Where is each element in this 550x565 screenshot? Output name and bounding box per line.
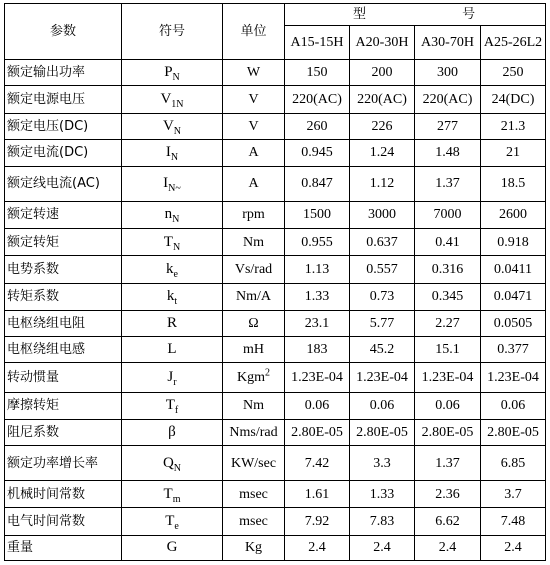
param-name: 额定电源电压 bbox=[5, 86, 122, 113]
value-cell: 2.80E-05 bbox=[350, 420, 415, 446]
symbol-cell bbox=[122, 310, 223, 336]
value-cell: 220(AC) bbox=[285, 86, 350, 113]
unit-text: A bbox=[248, 176, 259, 192]
unit-superscript: 2 bbox=[265, 367, 270, 379]
value-cell: 0.955 bbox=[285, 229, 350, 256]
value-cell: 2.4 bbox=[285, 535, 350, 560]
value-cell: 0.377 bbox=[481, 337, 546, 363]
spec-table-body bbox=[5, 60, 546, 561]
value-cell: 2.80E-05 bbox=[285, 420, 350, 446]
value-cell: 2.27 bbox=[415, 310, 481, 336]
unit-text: Nm bbox=[243, 234, 264, 250]
table-row bbox=[5, 481, 546, 508]
param-name: 转矩系数 bbox=[5, 283, 122, 310]
symbol-cell bbox=[122, 256, 223, 283]
unit-text: A bbox=[248, 145, 259, 161]
table-row bbox=[5, 139, 546, 166]
unit-text: mH bbox=[243, 342, 264, 358]
table-row bbox=[5, 201, 546, 228]
value-cell: 1.12 bbox=[350, 167, 415, 202]
value-cell: 183 bbox=[285, 337, 350, 363]
symbol-subscript: m bbox=[172, 493, 181, 505]
table-row bbox=[5, 310, 546, 336]
value-cell: 2.80E-05 bbox=[481, 420, 546, 446]
value-cell: 200 bbox=[350, 60, 415, 86]
table-row bbox=[5, 229, 546, 256]
symbol-main: I bbox=[163, 175, 169, 192]
symbol-main: T bbox=[165, 397, 175, 414]
symbol-cell bbox=[122, 86, 223, 113]
param-name: 电势系数 bbox=[5, 256, 122, 283]
symbol-main: L bbox=[167, 341, 177, 358]
unit-cell bbox=[223, 420, 285, 446]
table-row bbox=[5, 535, 546, 560]
param-name: 额定转速 bbox=[5, 201, 122, 228]
param-name: 额定输出功率 bbox=[5, 60, 122, 86]
unit-text: Nm/A bbox=[236, 289, 271, 305]
param-name: 额定电流(DC) bbox=[5, 139, 122, 166]
value-cell: 6.62 bbox=[415, 508, 481, 535]
value-cell: 18.5 bbox=[481, 167, 546, 202]
symbol-main: J bbox=[167, 369, 174, 386]
symbol-subscript: 1N bbox=[171, 98, 184, 110]
unit-text: msec bbox=[239, 513, 268, 529]
value-cell: 0.73 bbox=[350, 283, 415, 310]
value-cell: 0.0411 bbox=[481, 256, 546, 283]
table-row bbox=[5, 337, 546, 363]
value-cell: 1500 bbox=[285, 201, 350, 228]
value-cell: 5.77 bbox=[350, 310, 415, 336]
table-row bbox=[5, 420, 546, 446]
value-cell: 0.0471 bbox=[481, 283, 546, 310]
symbol-cell bbox=[122, 481, 223, 508]
value-cell: 1.23E-04 bbox=[415, 363, 481, 392]
unit-cell bbox=[223, 446, 285, 481]
symbol-main: β bbox=[168, 424, 176, 441]
symbol-main: P bbox=[164, 64, 173, 81]
value-cell: 3.3 bbox=[350, 446, 415, 481]
value-cell: 226 bbox=[350, 113, 415, 139]
value-cell: 1.37 bbox=[415, 446, 481, 481]
symbol-main: T bbox=[163, 233, 173, 250]
symbol-cell bbox=[122, 508, 223, 535]
value-cell: 45.2 bbox=[350, 337, 415, 363]
value-cell: 220(AC) bbox=[350, 86, 415, 113]
symbol-subscript: N bbox=[172, 71, 180, 83]
param-name: 阻尼系数 bbox=[5, 420, 122, 446]
value-cell: 1.48 bbox=[415, 139, 481, 166]
value-cell: 277 bbox=[415, 113, 481, 139]
value-cell: 0.06 bbox=[481, 392, 546, 419]
table-row bbox=[5, 167, 546, 202]
param-name: 额定转矩 bbox=[5, 229, 122, 256]
symbol-main: V bbox=[160, 90, 172, 107]
header-param: 参数 bbox=[5, 4, 122, 60]
symbol-cell bbox=[122, 420, 223, 446]
value-cell: 7.83 bbox=[350, 508, 415, 535]
value-cell: 0.847 bbox=[285, 167, 350, 202]
symbol-subscript: r bbox=[173, 376, 177, 388]
value-cell: 21 bbox=[481, 139, 546, 166]
value-cell: 1.33 bbox=[350, 481, 415, 508]
symbol-main: Q bbox=[162, 454, 174, 471]
value-cell: 2.36 bbox=[415, 481, 481, 508]
unit-cell bbox=[223, 283, 285, 310]
symbol-main: k bbox=[166, 288, 175, 305]
value-cell: 0.945 bbox=[285, 139, 350, 166]
unit-text: Vs/rad bbox=[234, 261, 273, 277]
symbol-subscript: N bbox=[173, 462, 182, 474]
unit-text: V bbox=[248, 118, 259, 134]
symbol-cell bbox=[122, 139, 223, 166]
value-cell: 2.80E-05 bbox=[415, 420, 481, 446]
param-name: 额定功率增长率 bbox=[5, 446, 122, 481]
param-name: 额定电压(DC) bbox=[5, 113, 122, 139]
value-cell: 1.23E-04 bbox=[285, 363, 350, 392]
value-cell: 2.4 bbox=[415, 535, 481, 560]
value-cell: 2.4 bbox=[350, 535, 415, 560]
symbol-subscript: e bbox=[173, 268, 178, 280]
symbol-main: T bbox=[165, 512, 175, 529]
param-name: 电枢绕组电阻 bbox=[5, 310, 122, 336]
value-cell: 3000 bbox=[350, 201, 415, 228]
value-cell: 1.23E-04 bbox=[350, 363, 415, 392]
table-row bbox=[5, 392, 546, 419]
param-name: 转动惯量 bbox=[5, 363, 122, 392]
value-cell: 1.24 bbox=[350, 139, 415, 166]
table-row bbox=[5, 113, 546, 139]
motor-spec-table bbox=[4, 3, 546, 561]
value-cell: 21.3 bbox=[481, 113, 546, 139]
header-symbol: 符号 bbox=[122, 4, 223, 60]
unit-cell bbox=[223, 113, 285, 139]
header-model-3: A30-70H bbox=[415, 26, 481, 60]
value-cell: 0.06 bbox=[285, 392, 350, 419]
unit-text: V bbox=[248, 91, 259, 107]
unit-text: W bbox=[246, 65, 261, 81]
header-model: 型 号 bbox=[285, 4, 546, 26]
table-row bbox=[5, 363, 546, 392]
unit-cell bbox=[223, 481, 285, 508]
value-cell: 1.33 bbox=[285, 283, 350, 310]
value-cell: 24(DC) bbox=[481, 86, 546, 113]
value-cell: 300 bbox=[415, 60, 481, 86]
unit-cell bbox=[223, 337, 285, 363]
value-cell: 7.48 bbox=[481, 508, 546, 535]
table-row bbox=[5, 283, 546, 310]
table-row bbox=[5, 256, 546, 283]
value-cell: 0.41 bbox=[415, 229, 481, 256]
unit-cell bbox=[223, 167, 285, 202]
value-cell: 250 bbox=[481, 60, 546, 86]
header-unit: 单位 bbox=[223, 4, 285, 60]
symbol-cell bbox=[122, 363, 223, 392]
unit-cell bbox=[223, 535, 285, 560]
value-cell: 7000 bbox=[415, 201, 481, 228]
symbol-subscript: N bbox=[173, 125, 182, 137]
value-cell: 220(AC) bbox=[415, 86, 481, 113]
value-cell: 1.23E-04 bbox=[481, 363, 546, 392]
value-cell: 0.06 bbox=[415, 392, 481, 419]
symbol-subscript: N bbox=[170, 152, 179, 164]
value-cell: 0.0505 bbox=[481, 310, 546, 336]
symbol-subscript: t bbox=[174, 296, 178, 308]
param-name: 电枢绕组电感 bbox=[5, 337, 122, 363]
value-cell: 0.557 bbox=[350, 256, 415, 283]
value-cell: 6.85 bbox=[481, 446, 546, 481]
unit-cell bbox=[223, 86, 285, 113]
value-cell: 1.13 bbox=[285, 256, 350, 283]
value-cell: 2.4 bbox=[481, 535, 546, 560]
unit-text: Kg bbox=[244, 540, 263, 556]
value-cell: 0.06 bbox=[350, 392, 415, 419]
unit-text: Nms/rad bbox=[229, 425, 278, 441]
unit-text: msec bbox=[239, 486, 268, 502]
unit-text: KW/sec bbox=[230, 455, 277, 471]
param-name: 机械时间常数 bbox=[5, 481, 122, 508]
unit-text: rpm bbox=[242, 207, 265, 223]
value-cell: 2600 bbox=[481, 201, 546, 228]
symbol-subscript: e bbox=[174, 520, 179, 532]
header-model-4: A25-26L2 bbox=[481, 26, 546, 60]
symbol-subscript: f bbox=[174, 405, 179, 417]
symbol-subscript: N~ bbox=[168, 183, 181, 195]
value-cell: 0.918 bbox=[481, 229, 546, 256]
unit-cell bbox=[223, 392, 285, 419]
value-cell: 0.345 bbox=[415, 283, 481, 310]
value-cell: 23.1 bbox=[285, 310, 350, 336]
symbol-main: k bbox=[166, 260, 174, 277]
unit-text: Kgm bbox=[237, 370, 265, 386]
symbol-cell bbox=[122, 392, 223, 419]
param-name: 重量 bbox=[5, 535, 122, 560]
value-cell: 15.1 bbox=[415, 337, 481, 363]
symbol-main: n bbox=[164, 206, 173, 223]
value-cell: 7.92 bbox=[285, 508, 350, 535]
value-cell: 1.61 bbox=[285, 481, 350, 508]
symbol-cell bbox=[122, 283, 223, 310]
value-cell: 7.42 bbox=[285, 446, 350, 481]
symbol-subscript: N bbox=[172, 241, 181, 253]
symbol-cell bbox=[122, 60, 223, 86]
value-cell: 150 bbox=[285, 60, 350, 86]
unit-cell bbox=[223, 201, 285, 228]
table-row bbox=[5, 508, 546, 535]
unit-text: Ω bbox=[248, 316, 259, 332]
value-cell: 3.7 bbox=[481, 481, 546, 508]
unit-cell bbox=[223, 229, 285, 256]
unit-cell bbox=[223, 256, 285, 283]
symbol-cell bbox=[122, 337, 223, 363]
unit-cell bbox=[223, 310, 285, 336]
symbol-main: V bbox=[162, 117, 174, 134]
symbol-cell bbox=[122, 535, 223, 560]
symbol-cell bbox=[122, 229, 223, 256]
symbol-main: G bbox=[166, 539, 178, 556]
symbol-main: I bbox=[165, 144, 171, 161]
header-model-2: A20-30H bbox=[350, 26, 415, 60]
value-cell: 0.316 bbox=[415, 256, 481, 283]
symbol-cell bbox=[122, 201, 223, 228]
symbol-main: T bbox=[163, 485, 173, 502]
value-cell: 1.37 bbox=[415, 167, 481, 202]
symbol-cell bbox=[122, 446, 223, 481]
unit-text: Nm bbox=[243, 398, 264, 414]
table-row bbox=[5, 446, 546, 481]
param-name: 电气时间常数 bbox=[5, 508, 122, 535]
param-name: 摩擦转矩 bbox=[5, 392, 122, 419]
symbol-subscript: N bbox=[172, 214, 180, 226]
value-cell: 0.637 bbox=[350, 229, 415, 256]
table-row bbox=[5, 60, 546, 86]
unit-cell bbox=[223, 508, 285, 535]
param-name: 额定线电流(AC) bbox=[5, 167, 122, 202]
value-cell: 260 bbox=[285, 113, 350, 139]
symbol-cell bbox=[122, 167, 223, 202]
symbol-main: R bbox=[166, 315, 177, 332]
unit-cell bbox=[223, 139, 285, 166]
table-row bbox=[5, 86, 546, 113]
header-model-1: A15-15H bbox=[285, 26, 350, 60]
unit-cell bbox=[223, 60, 285, 86]
unit-cell bbox=[223, 363, 285, 392]
symbol-cell bbox=[122, 113, 223, 139]
